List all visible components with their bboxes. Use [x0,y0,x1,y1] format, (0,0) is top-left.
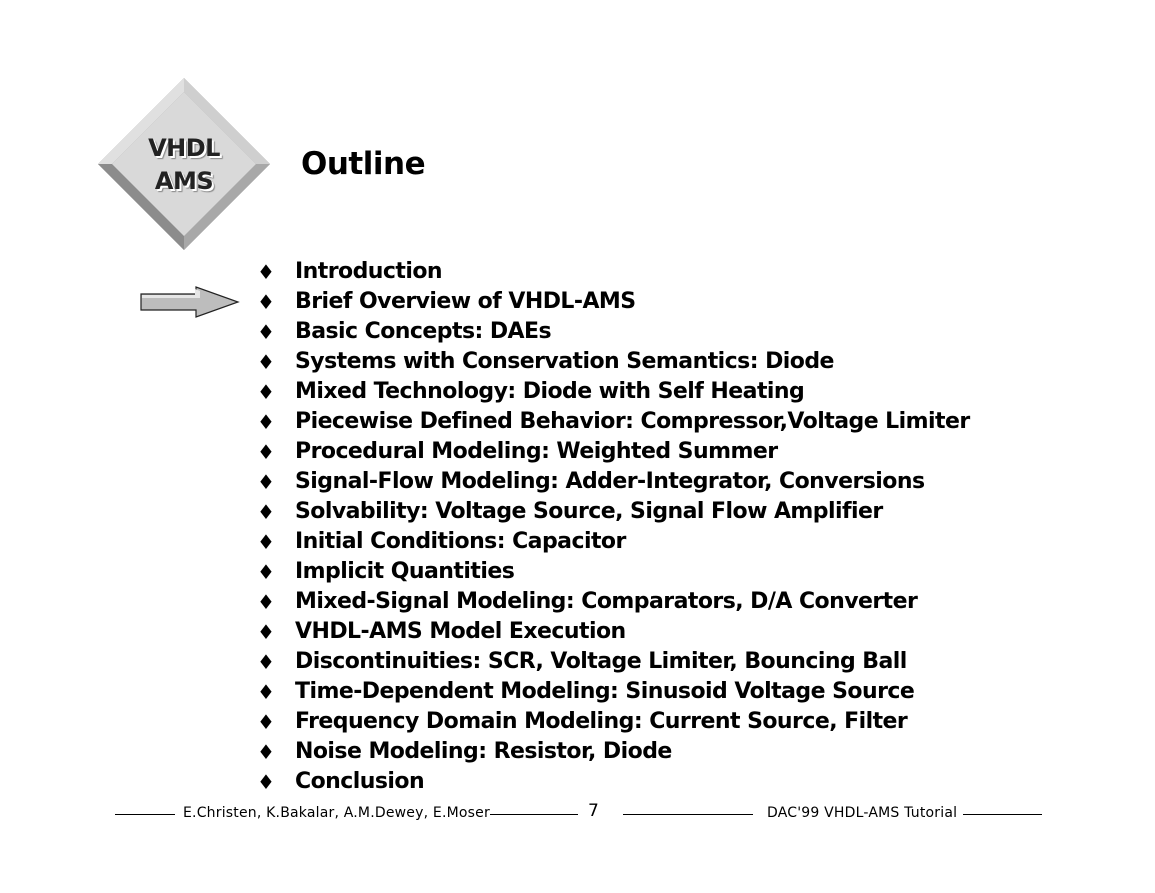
diamond-bullet-icon: ♦ [257,710,275,734]
footer-authors: E.Christen, K.Bakalar, A.M.Dewey, E.Moser [183,805,490,821]
outline-item-text: Mixed-Signal Modeling: Comparators, D/A Converter [295,589,918,614]
outline-item [257,287,970,317]
outline-item [257,647,970,677]
footer-divider [115,814,175,815]
outline-item [257,377,970,407]
outline-item [257,617,970,647]
outline-item-text: Procedural Modeling: Weighted Summer [295,439,778,464]
diamond-bullet-icon: ♦ [257,350,275,374]
outline-item [257,257,970,287]
outline-item-text: Conclusion [295,769,425,794]
outline-item-text: Discontinuities: SCR, Voltage Limiter, Bouncing Ball [295,649,907,674]
outline-item-text: Mixed Technology: Diode with Self Heating [295,379,805,404]
outline-item-text: Initial Conditions: Capacitor [295,529,626,554]
outline-item-text: Noise Modeling: Resistor, Diode [295,739,672,764]
outline-item [257,467,970,497]
diamond-bullet-icon: ♦ [257,680,275,704]
outline-item [257,497,970,527]
outline-item [257,527,970,557]
outline-item [257,317,970,347]
outline-item-text: VHDL-AMS Model Execution [295,619,626,644]
diamond-bullet-icon: ♦ [257,530,275,554]
logo-line-1: VHDL [148,134,220,162]
page-number: 7 [588,801,599,821]
diamond-bullet-icon: ♦ [257,380,275,404]
slide-title: Outline [301,146,426,182]
outline-item-text: Systems with Conservation Semantics: Diode [295,349,834,374]
outline-item-text: Basic Concepts: DAEs [295,319,552,344]
diamond-bullet-icon: ♦ [257,560,275,584]
outline-item-text: Solvability: Voltage Source, Signal Flow Amplifier [295,499,883,524]
outline-item [257,557,970,587]
diamond-bullet-icon: ♦ [257,470,275,494]
footer-divider [490,814,578,815]
footer-divider [963,814,1042,815]
outline-item [257,587,970,617]
diamond-bullet-icon: ♦ [257,620,275,644]
outline-item-text: Piecewise Defined Behavior: Compressor,Voltage Limiter [295,409,970,434]
outline-item-text: Frequency Domain Modeling: Current Source, Filter [295,709,908,734]
diamond-bullet-icon: ♦ [257,770,275,794]
outline-item [257,707,970,737]
outline-list [257,257,970,797]
diamond-bullet-icon: ♦ [257,260,275,284]
logo-text [96,132,272,198]
diamond-bullet-icon: ♦ [257,500,275,524]
diamond-bullet-icon: ♦ [257,290,275,314]
diamond-bullet-icon: ♦ [257,440,275,464]
outline-item [257,437,970,467]
outline-item [257,677,970,707]
outline-item [257,737,970,767]
footer-event: DAC'99 VHDL-AMS Tutorial [767,805,958,821]
outline-item-text: Time-Dependent Modeling: Sinusoid Voltage Source [295,679,915,704]
outline-item [257,407,970,437]
diamond-bullet-icon: ♦ [257,740,275,764]
diamond-bullet-icon: ♦ [257,410,275,434]
outline-item [257,767,970,797]
diamond-bullet-icon: ♦ [257,320,275,344]
outline-item-text: Implicit Quantities [295,559,515,584]
slide-footer [0,800,1155,830]
logo-line-2: AMS [154,167,214,195]
vhdl-ams-logo [96,76,272,252]
diamond-bullet-icon: ♦ [257,590,275,614]
current-section-arrow-icon [140,286,240,322]
outline-item [257,347,970,377]
diamond-bullet-icon: ♦ [257,650,275,674]
outline-item-text: Signal-Flow Modeling: Adder-Integrator, Conversions [295,469,925,494]
outline-item-text: Introduction [295,259,443,284]
outline-item-text: Brief Overview of VHDL-AMS [295,289,636,314]
footer-divider [623,814,753,815]
